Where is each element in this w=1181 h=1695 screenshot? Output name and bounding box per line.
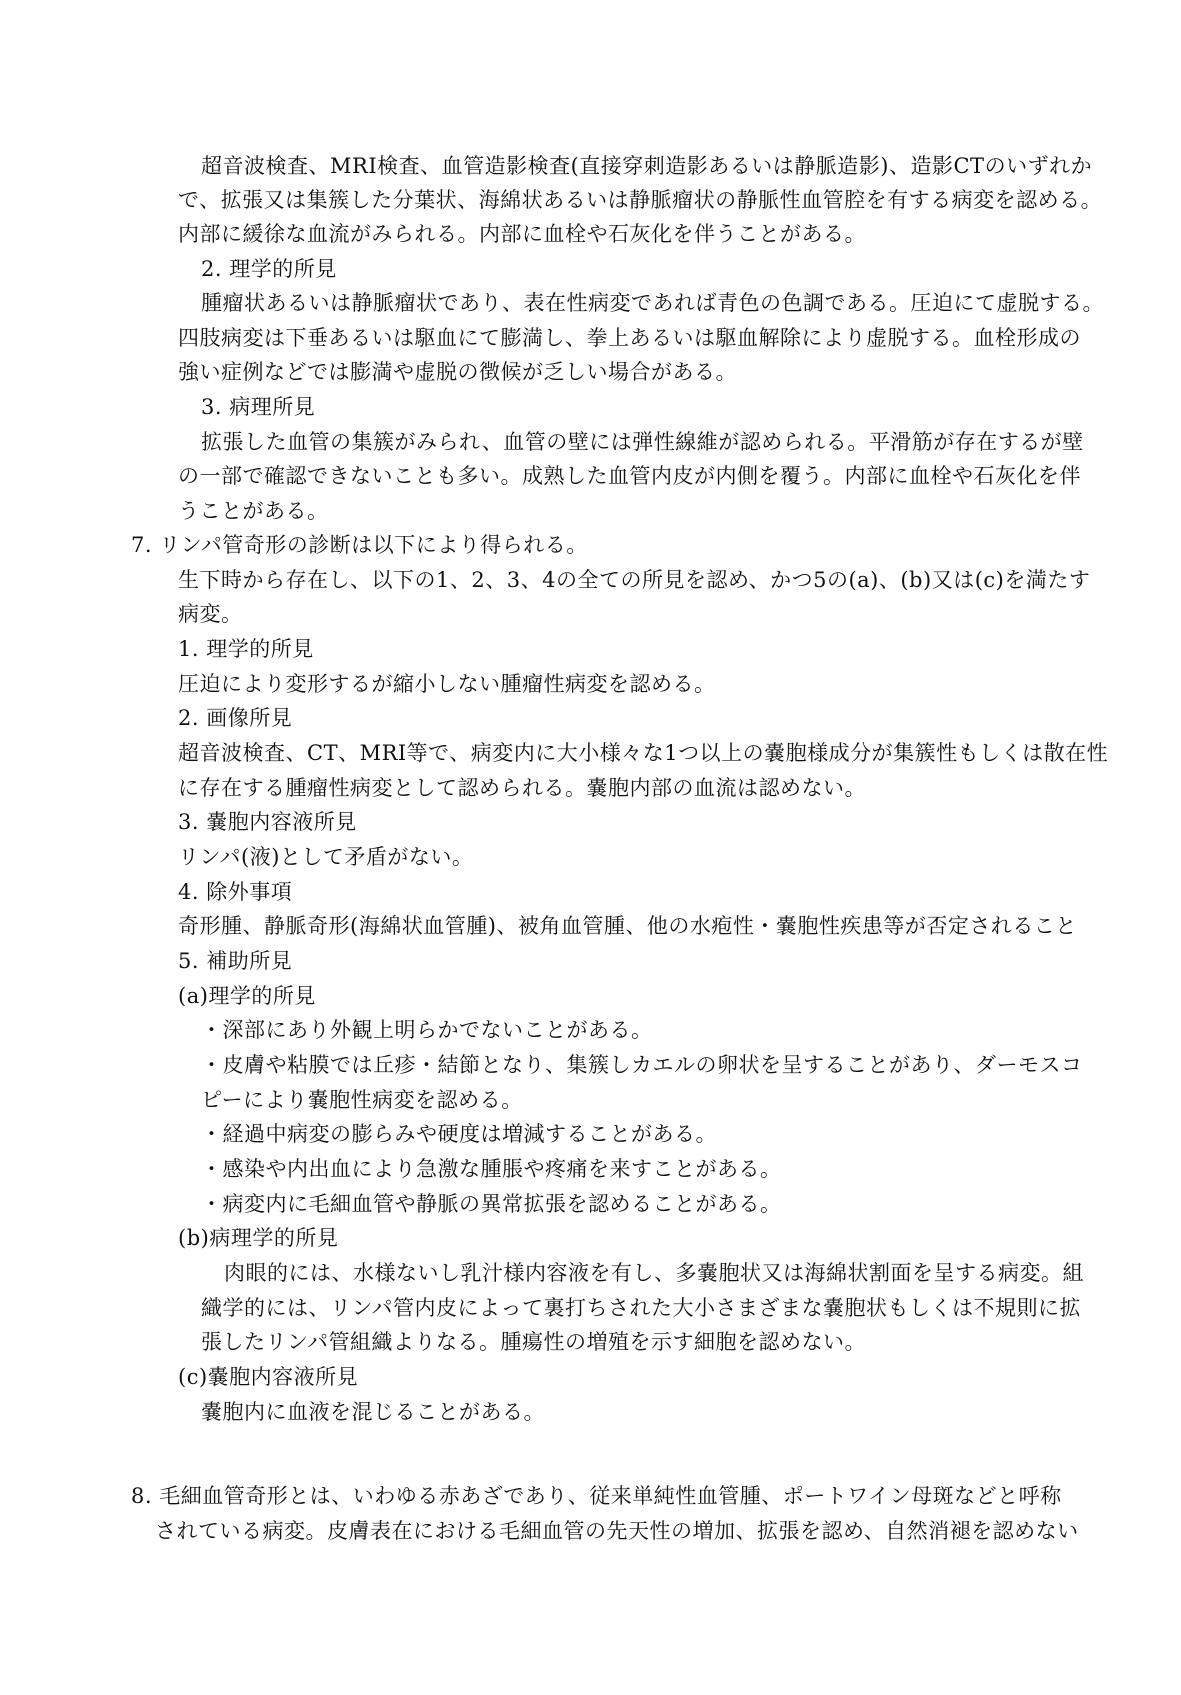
bullet-item: ・皮膚や粘膜では丘疹・結節となり、集簇しカエルの卵状を呈することがあり、ダーモスコ <box>201 1053 1083 1077</box>
text-line: 圧迫により変形するが縮小しない腫瘤性病変を認める。 <box>178 672 716 696</box>
section-heading: 2. 理学的所見 <box>201 257 337 281</box>
bullet-item: ・深部にあり外観上明らかでないことがある。 <box>201 1018 653 1042</box>
subsection-heading: (c)嚢胞内容液所見 <box>178 1365 359 1389</box>
text-line: に存在する腫瘤性病変として認められる。嚢胞内部の血流は認めない。 <box>178 776 866 800</box>
section-heading: 3. 病理所見 <box>201 395 316 419</box>
text-line: 超音波検査、CT、MRI等で、病変内に大小様々な1つ以上の嚢胞様成分が集簇性もしくは散在性 <box>178 741 1109 765</box>
text-line: リンパ(液)として矛盾がない。 <box>178 845 474 869</box>
text-line: 病変。 <box>178 602 243 626</box>
bullet-item: ・感染や内出血により急激な腫脹や疼痛を来すことがある。 <box>201 1157 782 1181</box>
text-line: 肉眼的には、水様ないし乳汁様内容液を有し、多嚢胞状又は海綿状割面を呈する病変。組 <box>224 1261 1084 1285</box>
bullet-item: ・経過中病変の膨らみや硬度は増減することがある。 <box>201 1122 717 1146</box>
text-line: 生下時から存在し、以下の1、2、3、4の全ての所見を認め、かつ5の(a)、(b)又は(c)を満たす <box>178 568 1091 592</box>
text-line: 内部に緩徐な血流がみられる。内部に血栓や石灰化を伴うことがある。 <box>178 222 866 246</box>
text-line: されている病変。皮膚表在における毛細血管の先天性の増加、拡張を認め、自然消褪を認めない <box>155 1519 1079 1543</box>
numbered-heading: 8. 毛細血管奇形とは、いわゆる赤あざであり、従来単純性血管腫、ポートワイン母斑などと呼称 <box>131 1484 1062 1508</box>
text-line: 張したリンパ管組織よりなる。腫瘍性の増殖を示す細胞を認めない。 <box>201 1330 867 1354</box>
section-heading: 1. 理学的所見 <box>178 637 314 661</box>
text-line: 腫瘤状あるいは静脈瘤状であり、表在性病変であれば青色の色調である。圧迫にて虚脱する。 <box>201 291 1104 315</box>
section-heading: 5. 補助所見 <box>178 949 293 973</box>
text-line: 超音波検査、MRI検査、血管造影検査(直接穿刺造影あるいは静脈造影)、造影CTのいずれか <box>201 154 1093 178</box>
text-line: うことがある。 <box>178 499 329 523</box>
text-line: ピーにより嚢胞性病変を認める。 <box>201 1088 523 1112</box>
text-line: 嚢胞内に血液を混じることがある。 <box>201 1400 545 1424</box>
section-heading: 4. 除外事項 <box>178 880 293 904</box>
text-line: 四肢病変は下垂あるいは駆血にて膨満し、拳上あるいは駆血解除により虚脱する。血栓形成の <box>178 326 1081 350</box>
bullet-item: ・病変内に毛細血管や静脈の異常拡張を認めることがある。 <box>201 1192 782 1216</box>
text-line: で、拡張又は集簇した分葉状、海綿状あるいは静脈瘤状の静脈性血管腔を有する病変を認める。 <box>178 188 1103 212</box>
section-heading: 3. 嚢胞内容液所見 <box>178 810 357 834</box>
text-line: 織学的には、リンパ管内皮によって裏打ちされた大小さまざまな嚢胞状もしくは不規則に拡 <box>201 1296 1082 1320</box>
text-line: 強い症例などでは膨満や虚脱の徴候が乏しい場合がある。 <box>178 360 737 384</box>
text-line: の一部で確認できないことも多い。成熟した血管内皮が内側を覆う。内部に血栓や石灰化を伴 <box>178 464 1081 488</box>
text-line: 拡張した血管の集簇がみられ、血管の壁には弾性線維が認められる。平滑筋が存在するが壁 <box>201 430 1084 454</box>
section-heading: 2. 画像所見 <box>178 706 293 730</box>
subsection-heading: (b)病理学的所見 <box>178 1226 339 1250</box>
subsection-heading: (a)理学的所見 <box>178 984 316 1008</box>
numbered-heading: 7. リンパ管奇形の診断は以下により得られる。 <box>131 533 588 557</box>
text-line: 奇形腫、静脈奇形(海綿状血管腫)、被角血管腫、他の水疱性・嚢胞性疾患等が否定されること <box>178 914 1077 938</box>
